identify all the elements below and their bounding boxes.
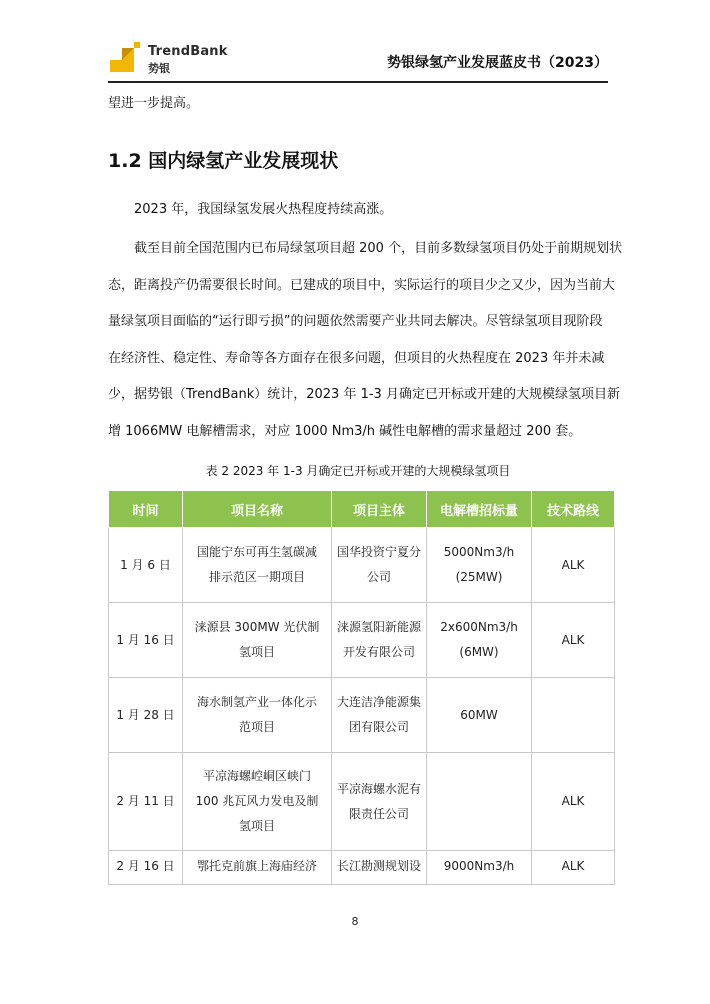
cell-project-entity (332, 528, 427, 603)
cell-electrolyzer-tender-line: 5000Nm3/h (443, 545, 515, 559)
cell-electrolyzer-tender (427, 678, 532, 753)
cell-electrolyzer-tender-line: 2x600Nm3/h (440, 620, 518, 634)
table-header-row (109, 491, 615, 528)
header-project-entity: 项目主体 (332, 491, 427, 528)
cell-project-entity-line: 涞源氢阳新能源 (336, 620, 421, 634)
cell-time: 1 月 28 日 (109, 678, 183, 753)
paragraph-2-line: 少，据势银（TrendBank）统计，2023 年 1-3 月确定已开标或开建的大规模绿氢项目新 (108, 387, 620, 402)
cell-project-name-line: 海水制氢产业一体化示 (196, 695, 317, 709)
paragraph-2-line: 在经济性、稳定性、寿命等各方面存在很多问题，但项目的火热程度在 2023 年并未减 (108, 350, 605, 366)
table-row (109, 528, 615, 603)
paragraph-2-line: 量绿氢项目面临的“运行即亏损”的问题依然需要产业共同去解决。尽管绿氢项目现阶段 (108, 314, 603, 329)
cell-project-entity-line: 开发有限公司 (342, 645, 415, 659)
cell-electrolyzer-tender (427, 753, 532, 851)
header-tech-route: 技术路线 (532, 491, 615, 528)
cell-project-entity-line: 长江勘测规划设 (336, 859, 421, 873)
cell-tech-route: ALK (532, 851, 615, 885)
cell-project-entity-line: 国华投资宁夏分 (336, 545, 421, 559)
cell-project-name (183, 678, 332, 753)
cell-project-entity (332, 851, 427, 885)
header-time: 时间 (109, 491, 183, 528)
cell-time: 1 月 16 日 (109, 603, 183, 678)
cell-project-name-line: 范项目 (238, 720, 275, 734)
cell-time: 1 月 6 日 (109, 528, 183, 603)
cell-project-name-line: 氢项目 (238, 819, 275, 833)
cell-time: 2 月 16 日 (109, 851, 183, 885)
cell-tech-route: ALK (532, 603, 615, 678)
paragraph-2-line: 增 1066MW 电解槽需求，对应 1000 Nm3/h 碱性电解槽的需求量超过 200 套。 (108, 423, 582, 439)
logo-text-cn: 势银 (148, 62, 170, 75)
cell-time: 2 月 11 日 (109, 753, 183, 851)
page-number: 8 (351, 915, 359, 928)
cell-electrolyzer-tender-line: 9000Nm3/h (443, 859, 515, 873)
carry-over-text: 望进一步提高。 (108, 96, 200, 111)
table-row (109, 678, 615, 753)
cell-project-entity-line: 平凉海螺水泥有 (336, 781, 421, 796)
trendbank-logo-mark-icon (108, 40, 142, 74)
cell-project-name (183, 528, 332, 603)
cell-project-entity (332, 603, 427, 678)
page-header (108, 38, 608, 80)
projects-table (108, 490, 615, 885)
header-electrolyzer-tender: 电解槽招标量 (427, 491, 532, 528)
cell-electrolyzer-tender-line: 60MW (460, 707, 498, 722)
trendbank-logo (108, 40, 258, 76)
cell-tech-route: ALK (532, 528, 615, 603)
cell-tech-route: ALK (532, 753, 615, 851)
cell-electrolyzer-tender-line: (25MW) (455, 570, 503, 584)
cell-project-entity-line: 限责任公司 (348, 806, 409, 821)
header-project-name: 项目名称 (183, 491, 332, 528)
cell-project-name (183, 851, 332, 885)
cell-project-name-line: 鄂托克前旗上海庙经济 (196, 859, 317, 873)
paragraph-1: 2023 年，我国绿氢发展火热程度持续高涨。 (134, 202, 393, 217)
logo-text-en: TrendBank (148, 44, 228, 59)
report-title: 势银绿氢产业发展蓝皮书（2023） (387, 55, 608, 71)
cell-tech-route (532, 678, 615, 753)
cell-project-name (183, 753, 332, 851)
cell-project-entity (332, 753, 427, 851)
cell-electrolyzer-tender (427, 851, 532, 885)
table-row (109, 753, 615, 851)
paragraph-2-line: 态，距离投产仍需要很长时间。已建成的项目中，实际运行的项目少之又少，因为当前大 (108, 277, 616, 293)
cell-project-name-line: 排示范区一期项目 (208, 570, 305, 584)
cell-project-name-line: 国能宁东可再生氢碳减 (196, 545, 317, 559)
cell-electrolyzer-tender (427, 528, 532, 603)
table-caption: 表 2 2023 年 1-3 月确定已开标或开建的大规模绿氢项目 (205, 464, 511, 478)
cell-project-name-line: 平凉海螺崆峒区峡门 (202, 769, 311, 783)
cell-project-entity (332, 678, 427, 753)
cell-project-entity-line: 大连洁净能源集 (336, 695, 421, 709)
cell-project-entity-line: 团有限公司 (348, 720, 409, 734)
cell-project-name-line: 氢项目 (238, 645, 275, 659)
section-heading: 1.2 国内绿氢产业发展现状 (108, 150, 339, 172)
header-divider (108, 81, 608, 83)
table-row (109, 603, 615, 678)
cell-project-entity-line: 公司 (366, 570, 391, 584)
table-row (109, 851, 615, 885)
cell-project-name (183, 603, 332, 678)
cell-project-name-line: 100 兆瓦风力发电及制 (195, 794, 319, 808)
paragraph-2-line: 截至目前全国范围内已布局绿氢项目超 200 个，目前多数绿氢项目仍处于前期规划状 (134, 241, 623, 256)
cell-electrolyzer-tender-line: (6MW) (459, 645, 499, 659)
cell-electrolyzer-tender (427, 603, 532, 678)
cell-project-name-line: 涞源县 300MW 光伏制 (194, 620, 320, 634)
